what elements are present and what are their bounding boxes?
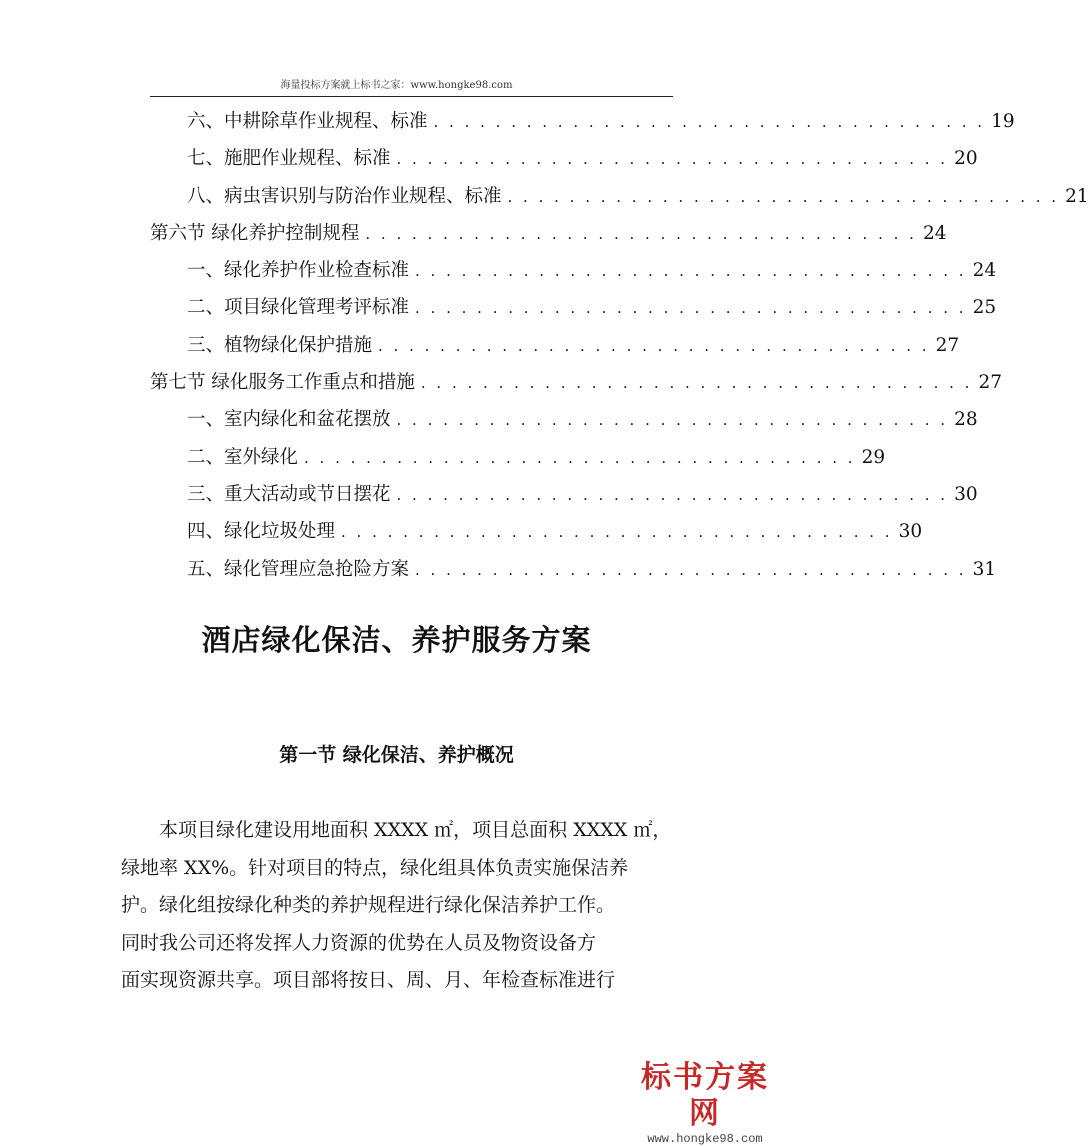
toc-entry-text: 六、中耕除草作业规程、标准 [187,111,428,132]
toc-leader: . . . . . . . . . . . . . . . . . . . . . . . . . . . . . . . . . . . . [396,411,949,430]
toc-page-number: 24 [972,260,997,282]
toc-entry-text: 三、植物绿化保护措施 [187,334,373,356]
toc-entry[interactable] [150,215,947,252]
watermark-url: www.hongke98.com [647,1132,763,1146]
toc-leader: . . . . . . . . . . . . . . . . . . . . . . . . . . . . . . . . . . . . [304,448,856,467]
toc-page-number: 30 [954,483,978,505]
toc-entry[interactable] [150,289,997,326]
toc-leader: . . . . . . . . . . . . . . . . . . . . . . . . . . . . . . . . . . . . [507,187,1060,206]
toc-entry[interactable] [150,178,1089,215]
toc-leader: . . . . . . . . . . . . . . . . . . . . . . . . . . . . . . . . . . . . [415,560,967,579]
toc-page-number: 31 [972,558,997,580]
toc-leader: . . . . . . . . . . . . . . . . . . . . . . . . . . . . . . . . . . . . [415,299,967,318]
toc-leader: . . . . . . . . . . . . . . . . . . . . . . . . . . . . . . . . . . . . [365,224,917,243]
toc-entry-text: 五、绿化管理应急抢险方案 [187,558,410,580]
site-watermark [630,1060,780,1146]
header-rule [150,96,673,97]
table-of-contents [150,103,1089,588]
toc-entry[interactable] [150,476,978,513]
toc-entry-text: 八、病虫害识别与防治作业规程、标准 [187,185,502,207]
toc-page-number: 27 [935,334,960,356]
body-line: 面实现资源共享。项目部将按日、周、月、年检查标准进行 [121,969,616,991]
toc-page-number: 29 [861,446,886,468]
document-title: 酒店绿化保洁、养护服务方案 [201,623,592,657]
body-paragraph [121,812,681,1000]
toc-entry[interactable] [150,551,997,588]
toc-entry-text: 三、重大活动或节日摆花 [187,483,391,505]
toc-entry-text: 第七节 绿化服务工作重点和措施 [150,372,415,394]
toc-leader: . . . . . . . . . . . . . . . . . . . . . . . . . . . . . . . . . . . . [396,485,949,504]
toc-entry[interactable] [150,140,978,177]
toc-entry[interactable] [150,327,960,364]
toc-leader: . . . . . . . . . . . . . . . . . . . . . . . . . . . . . . . . . . . . [433,113,986,131]
toc-entry-text: 一、室内绿化和盆花摆放 [187,409,391,431]
toc-entry[interactable] [150,364,1002,401]
toc-entry-text: 四、绿化垃圾处理 [187,521,336,543]
toc-entry[interactable] [150,401,978,438]
toc-page-number: 21 [1065,185,1089,207]
toc-leader: . . . . . . . . . . . . . . . . . . . . . . . . . . . . . . . . . . . . [415,262,967,281]
toc-leader: . . . . . . . . . . . . . . . . . . . . . . . . . . . . . . . . . . . . [341,523,893,542]
body-line: 同时我公司还将发挥人力资源的优势在人员及物资设备方 [121,931,597,954]
body-line: 绿地率 XX%。针对项目的特点，绿化组具体负责实施保洁养 [121,856,629,879]
toc-entry[interactable] [150,513,923,550]
toc-entry[interactable] [150,103,1015,140]
toc-entry[interactable] [150,252,997,289]
toc-page-number: 24 [922,222,947,244]
toc-entry-text: 二、项目绿化管理考评标准 [187,297,410,319]
toc-entry-text: 二、室外绿化 [187,446,299,468]
section-heading: 第一节 绿化保洁、养护概况 [279,744,514,766]
body-line: 本项目绿化建设用地面积 XXXX ㎡，项目总面积 XXXX ㎡， [159,819,672,841]
toc-page-number: 19 [991,111,1015,132]
toc-entry-text: 一、绿化养护作业检查标准 [187,260,410,282]
toc-page-number: 27 [978,372,1002,394]
toc-entry-text: 七、施肥作业规程、标准 [187,148,391,170]
toc-page-number: 30 [898,521,923,543]
toc-entry-text: 第六节 绿化养护控制规程 [150,222,360,244]
toc-leader: . . . . . . . . . . . . . . . . . . . . . . . . . . . . . . . . . . . . [396,150,949,169]
toc-page-number: 20 [954,148,978,170]
body-line: 护。绿化组按绿化种类的养护规程进行绿化保洁养护工作。 [121,894,616,916]
toc-page-number: 28 [954,409,978,431]
toc-page-number: 25 [972,297,997,319]
page-header: 海量投标方案就上标书之家：www.hongke98.com [280,80,513,91]
toc-leader: . . . . . . . . . . . . . . . . . . . . . . . . . . . . . . . . . . . . [420,374,973,393]
watermark-logo-text: 标书方案网 [641,1060,769,1131]
toc-leader: . . . . . . . . . . . . . . . . . . . . . . . . . . . . . . . . . . . . [378,336,930,355]
toc-entry[interactable] [150,439,886,476]
